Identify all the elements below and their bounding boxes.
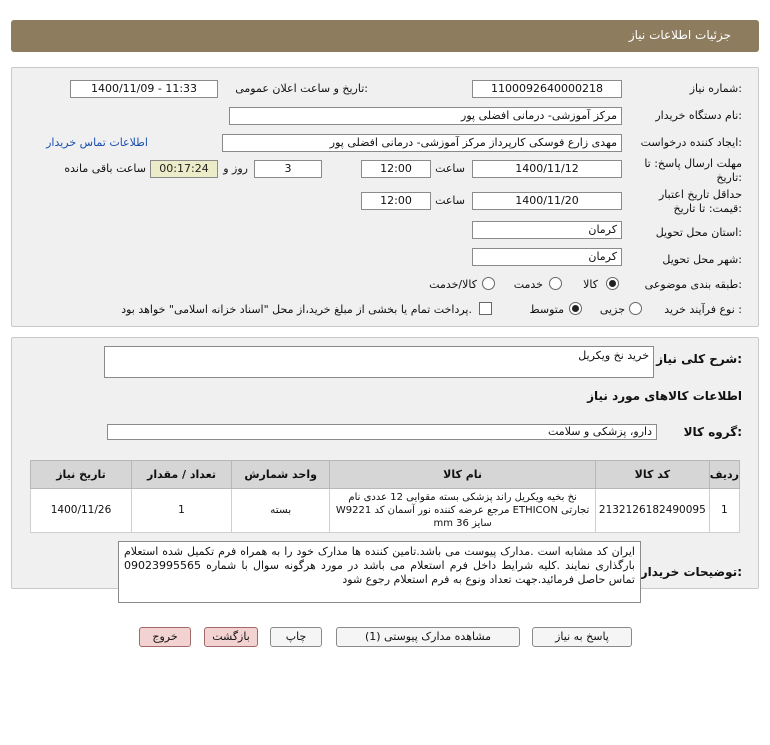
validity-time-label: ساعت [435, 194, 465, 207]
description-label: شرح کلی نیاز: [656, 352, 742, 366]
page-title-bar [11, 20, 759, 52]
buyer-org-field: مرکز آموزشی- درمانی افضلی پور [229, 107, 622, 125]
cell-row: 1 [709, 489, 739, 533]
col-name: نام کالا [330, 461, 596, 489]
process-label: نوع فرآیند خرید : [664, 303, 742, 316]
countdown-timer: 00:17:24 [150, 160, 218, 178]
deadline-date-field: 1400/11/12 [472, 160, 622, 178]
back-button[interactable]: بازگشت [204, 627, 258, 647]
category-option-goods: کالا [583, 278, 598, 291]
cell-date: 1400/11/26 [31, 489, 132, 533]
need-number-label: شماره نیاز: [689, 82, 742, 95]
remaining-label: ساعت باقی مانده [64, 162, 146, 175]
table-header-row [31, 461, 740, 489]
buyer-notes-label: توضیحات خریدار: [640, 565, 742, 579]
province-field: کرمان [472, 221, 622, 239]
announce-label: تاریخ و ساعت اعلان عمومی: [235, 82, 368, 95]
process-radio-minor[interactable] [629, 302, 642, 315]
category-label: طبقه بندی موضوعی: [644, 278, 742, 291]
goods-info-title: اطلاعات کالاهای مورد نیاز [587, 389, 742, 403]
announce-field: 1400/11/09 - 11:33 [70, 80, 218, 98]
col-qty: تعداد / مقدار [132, 461, 232, 489]
requester-label: ایجاد کننده درخواست: [640, 136, 742, 149]
items-table [30, 460, 740, 533]
validity-label-line2: قیمت: تا تاریخ: [673, 202, 742, 215]
category-radio-goods[interactable] [606, 277, 619, 290]
requester-field: مهدی زارع فوسکی کارپرداز مرکز آموزشی- درمانی افضلی پور [222, 134, 622, 152]
cell-unit: بسته [231, 489, 329, 533]
category-radio-goods-service[interactable] [482, 277, 495, 290]
exit-button[interactable]: خروج [139, 627, 191, 647]
city-label: شهر محل تحویل: [662, 253, 742, 266]
process-option-minor: جزیی [599, 303, 625, 316]
validity-label-line1: حداقل تاریخ اعتبار [658, 188, 742, 201]
print-button[interactable]: چاپ [270, 627, 322, 647]
process-radio-medium[interactable] [569, 302, 582, 315]
deadline-label-line1: مهلت ارسال پاسخ: تا [644, 157, 742, 170]
table-row [31, 489, 740, 533]
goods-group-field: دارو، پزشکی و سلامت [107, 424, 657, 440]
process-option-medium: متوسط [529, 303, 564, 316]
buyer-contact-link[interactable]: اطلاعات تماس خریدار [46, 136, 148, 149]
city-field: کرمان [472, 248, 622, 266]
category-radio-service[interactable] [549, 277, 562, 290]
deadline-time-label: ساعت [435, 162, 465, 175]
need-number-field: 1100092640000218 [472, 80, 622, 98]
days-remaining-field: 3 [254, 160, 322, 178]
cell-code: 2132126182490095 [595, 489, 709, 533]
treasury-payment-checkbox[interactable] [479, 302, 492, 315]
buyer-notes-field: ایران کد مشابه است .مدارک پیوست می باشد.تامین کننده ها مدارک خود را به همراه فرم تکمیل شده استعلام بارگذاری نمایند .کلیه شرایط داخل فرم استعلام می باشد در مورد هرگونه سوال با شماره 09023995565 تماس حاصل فرمائید.جهت تعداد ونوع به فرم استعلام رجوع شود [118, 541, 641, 603]
validity-time-field: 12:00 [361, 192, 431, 210]
cell-qty: 1 [132, 489, 232, 533]
validity-date-field: 1400/11/20 [472, 192, 622, 210]
description-field: خرید نخ ویکریل [104, 346, 654, 378]
col-row: ردیف [709, 461, 739, 489]
treasury-payment-text: پرداخت تمام یا بخشی از مبلغ خرید،از محل "اسناد خزانه اسلامی" خواهد بود. [121, 303, 472, 316]
category-option-goods-service: کالا/خدمت [429, 278, 477, 291]
view-attachments-button[interactable]: مشاهده مدارک پیوستی (1) [336, 627, 520, 647]
goods-group-label: گروه کالا: [683, 425, 742, 439]
page-title: جزئیات اطلاعات نیاز [628, 28, 731, 42]
deadline-label-line2: تاریخ: [716, 171, 742, 184]
reply-button[interactable]: پاسخ به نیاز [532, 627, 632, 647]
col-date: تاریخ نیاز [31, 461, 132, 489]
deadline-time-field: 12:00 [361, 160, 431, 178]
cell-name: نخ بخیه ویکریل راند پزشکی بسته مقوایی 12 عددی نام تجارتی ETHICON مرجع عرضه کننده نور آسمان کد W9221 سایز 36 mm [330, 489, 596, 533]
col-unit: واحد شمارش [231, 461, 329, 489]
buyer-org-label: نام دستگاه خریدار: [655, 109, 742, 122]
col-code: کد کالا [595, 461, 709, 489]
province-label: استان محل تحویل: [655, 226, 742, 239]
category-option-service: خدمت [513, 278, 543, 291]
days-label: روز و [223, 162, 248, 175]
